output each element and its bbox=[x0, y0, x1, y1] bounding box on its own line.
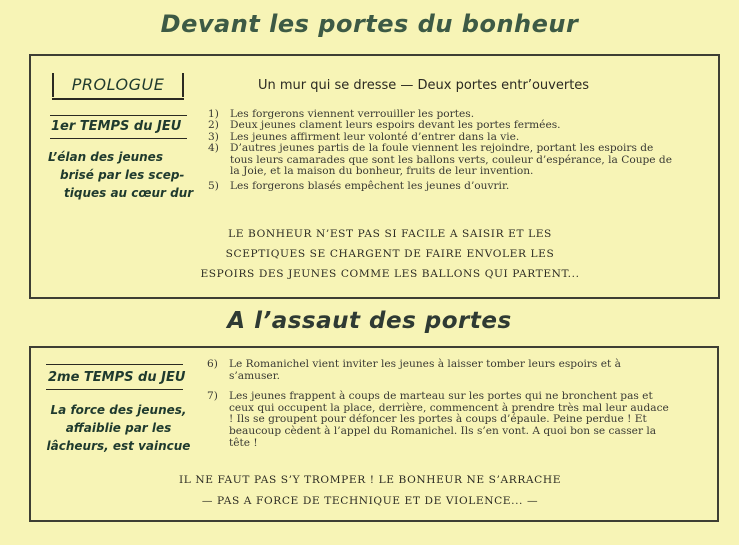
item-text: Le Romanichel vient inviter les jeunes à laisser tomber leurs espoirs et à s’amuser. bbox=[229, 358, 621, 382]
list-item bbox=[208, 181, 676, 192]
item-number: 5) bbox=[208, 180, 219, 193]
page-title: Devant les portes du bonheur bbox=[160, 10, 579, 38]
temps-2-rule-top bbox=[46, 364, 183, 365]
prologue-conclusion bbox=[150, 224, 630, 284]
conclusion-line: LE BONHEUR N’EST PAS SI FACILE A SAISIR ET LES bbox=[228, 228, 552, 240]
item-text: Les jeunes affirment leur volonté d’entrer dans la vie. bbox=[230, 130, 520, 143]
temps-2-rule-bottom bbox=[46, 389, 183, 390]
conclusion-line: — PAS A FORCE DE TECHNIQUE ET DE VIOLENCE... — bbox=[201, 495, 539, 507]
caption-line: tiques au cœur dur bbox=[64, 186, 194, 200]
item-number: 1) bbox=[208, 108, 219, 120]
conclusion-line: SCEPTIQUES SE CHARGENT DE FAIRE ENVOLER LES bbox=[225, 248, 555, 260]
list-item bbox=[208, 143, 676, 177]
item-text: Les jeunes frappent à coups de marteau sur les portes qui ne bronchent pas et ceux qui occupent la place, derrière, commencent à prendre très mal leur audace ! Ils se groupent pour défoncer les portes à coups d’épaule. Peine perdue ! Et beaucoup cèdent à l’appel du Romanichel. Ils s’en vont. A quoi bon se casser la tête ! bbox=[229, 390, 669, 449]
temps-1-caption bbox=[48, 148, 193, 202]
conclusion-line: IL NE FAUT PAS S’Y TROMPER ! LE BONHEUR NE S’ARRACHE bbox=[178, 474, 562, 486]
conclusion-line: ESPOIRS DES JEUNES COMME LES BALLONS QUI PARTENT... bbox=[200, 268, 580, 280]
temps-1-heading: 1er TEMPS du JEU bbox=[51, 119, 182, 134]
item-number: 3) bbox=[208, 130, 219, 143]
prologue-list bbox=[208, 109, 676, 193]
caption-line: brisé par les scep- bbox=[60, 168, 185, 182]
temps-2-heading: 2me TEMPS du JEU bbox=[48, 370, 186, 385]
caption-line: L’élan des jeunes bbox=[48, 150, 163, 164]
temps-2-caption bbox=[46, 401, 191, 455]
item-text: D’autres jeunes partis de la foule viennent les rejoindre, portant les espoirs de tous leurs camarades que sont les ballons verts, couleur d’espérance, la Coupe de la Joie, et la maison du bonheur, fruits de leur invention. bbox=[230, 142, 672, 178]
list-item bbox=[207, 391, 675, 449]
caption-line: La force des jeunes, bbox=[50, 403, 187, 417]
second-list bbox=[207, 359, 675, 458]
item-number: 2) bbox=[208, 119, 219, 132]
prologue-subtitle: Un mur qui se dresse — Deux portes entr’ouvertes bbox=[258, 78, 590, 93]
temps-1-rule-top bbox=[50, 115, 187, 116]
caption-line: lâcheurs, est vaincue bbox=[46, 439, 191, 453]
item-text: Les forgerons blasés empêchent les jeunes d’ouvrir. bbox=[230, 180, 510, 193]
item-number: 7) bbox=[207, 390, 218, 403]
section-title: A l’assaut des portes bbox=[227, 308, 512, 334]
item-number: 4) bbox=[208, 142, 219, 155]
item-number: 6) bbox=[207, 358, 218, 370]
temps-1-rule-bottom bbox=[50, 138, 187, 139]
item-text: Les forgerons viennent verrouiller les portes. bbox=[230, 108, 475, 120]
item-text: Deux jeunes clament leurs espoirs devant les portes fermées. bbox=[230, 119, 561, 132]
caption-line: affaiblie par les bbox=[65, 421, 172, 435]
list-item bbox=[207, 359, 675, 382]
prologue-heading: PROLOGUE bbox=[52, 73, 184, 97]
second-conclusion bbox=[150, 470, 590, 512]
